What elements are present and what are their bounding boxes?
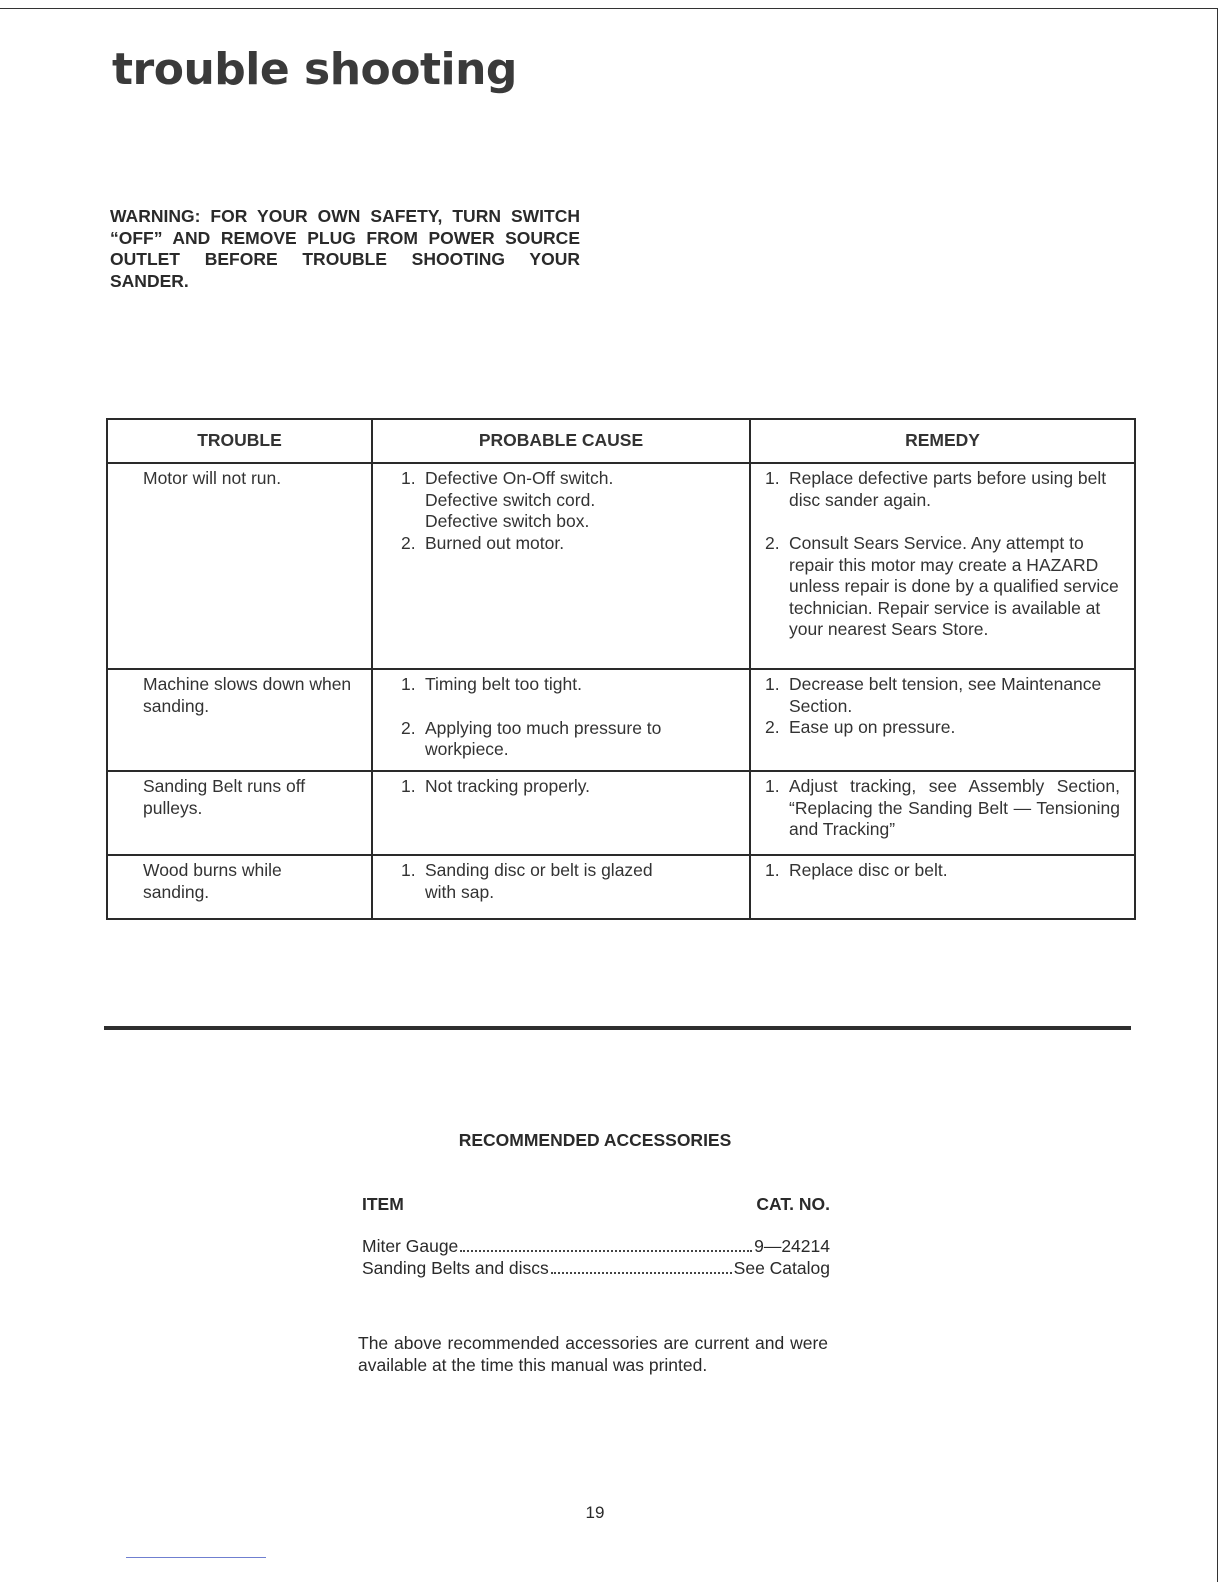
item-number: 2. xyxy=(765,533,780,553)
item-number: 1. xyxy=(765,674,780,694)
item-number: 1. xyxy=(765,860,780,880)
item-number: 1. xyxy=(765,468,780,488)
table-row xyxy=(107,463,1135,669)
item-text: Replace defective parts before using belt disc sander again. xyxy=(789,468,1107,510)
table-row xyxy=(107,855,1135,919)
item-number: 2. xyxy=(401,717,416,738)
safety-warning: WARNING: FOR YOUR OWN SAFETY, TURN SWITCH “OFF” AND REMOVE PLUG FROM POWER SOURCE OUTLET BEFORE TROUBLE SHOOTING YOUR SANDER. xyxy=(110,206,580,291)
item-text: Adjust tracking, see Assembly Section, “Replacing the Sanding Belt — Tensioning and Tracking” xyxy=(789,776,1120,839)
header-remedy: REMEDY xyxy=(750,419,1135,463)
trouble-cell xyxy=(107,855,372,919)
item-text: Applying too much pressure to workpiece. xyxy=(425,717,662,759)
decorative-line xyxy=(126,1557,266,1558)
accessories-header-row xyxy=(362,1194,830,1215)
accessory-row xyxy=(362,1257,830,1279)
header-trouble: TROUBLE xyxy=(107,419,372,463)
cause-item xyxy=(401,776,735,798)
item-column-header: ITEM xyxy=(362,1194,404,1214)
page-number: 19 xyxy=(585,1503,605,1522)
item-number: 1. xyxy=(765,776,780,796)
remedy-cell xyxy=(750,771,1135,855)
accessory-name: Sanding Belts and discs xyxy=(362,1258,549,1278)
cause-item xyxy=(401,674,735,696)
trouble-cell xyxy=(107,771,372,855)
accessories-note: The above recommended accessories are current and were available at the time this manual was printed. xyxy=(358,1333,828,1375)
remedy-cell xyxy=(750,855,1135,919)
troubleshooting-table xyxy=(106,418,1136,920)
item-text: Sanding disc or belt is glazed with sap. xyxy=(425,860,653,902)
accessories-heading: RECOMMENDED ACCESSORIES xyxy=(458,1130,732,1150)
cause-item xyxy=(401,468,665,533)
trouble-cell xyxy=(107,669,372,771)
trouble-text: Machine slows down when sanding. xyxy=(143,674,352,716)
page-title: trouble shooting xyxy=(112,44,517,95)
trouble-text: Wood burns while sanding. xyxy=(143,860,282,902)
section-divider xyxy=(104,1026,1131,1030)
cause-cell xyxy=(372,855,750,919)
accessory-catno: 9—24214 xyxy=(754,1236,830,1256)
cause-cell xyxy=(372,669,750,771)
accessories-list xyxy=(362,1194,830,1279)
item-text: Burned out motor. xyxy=(425,532,565,553)
remedy-item xyxy=(765,776,1120,841)
item-number: 1. xyxy=(401,674,416,694)
item-text: Not tracking properly. xyxy=(425,776,591,796)
item-text: Replace disc or belt. xyxy=(789,860,948,880)
item-number: 1. xyxy=(401,776,416,796)
item-number: 1. xyxy=(401,860,416,880)
remedy-item xyxy=(765,674,1120,717)
dot-leader xyxy=(460,1250,752,1252)
item-number: 2. xyxy=(765,717,780,737)
remedy-item xyxy=(765,860,1120,882)
trouble-text: Sanding Belt runs off pulleys. xyxy=(143,776,306,818)
table-header-row xyxy=(107,419,1135,463)
remedy-cell xyxy=(750,463,1135,669)
table-row xyxy=(107,771,1135,855)
item-text: Consult Sears Service. Any attempt to repair this motor may create a HAZARD unless repair is done by a qualified service technician. Repair service is available at your nearest Sears Store. xyxy=(789,533,1119,639)
accessory-row xyxy=(362,1235,830,1257)
item-number: 1. xyxy=(401,468,416,488)
item-text: Ease up on pressure. xyxy=(789,717,956,737)
accessory-catno: See Catalog xyxy=(733,1258,830,1278)
cause-item xyxy=(401,533,735,555)
item-text: Decrease belt tension, see Maintenance Section. xyxy=(789,674,1102,716)
cause-cell xyxy=(372,463,750,669)
trouble-cell: Motor will not run. xyxy=(107,463,372,669)
item-text: Defective On-Off switch. Defective switch cord. Defective switch box. xyxy=(425,468,614,531)
cause-cell xyxy=(372,771,750,855)
cause-item xyxy=(401,718,735,761)
remedy-item xyxy=(765,468,1120,511)
remedy-item xyxy=(765,717,1120,739)
remedy-item xyxy=(765,533,1120,641)
remedy-cell xyxy=(750,669,1135,771)
item-text: Timing belt too tight. xyxy=(425,674,582,694)
item-number: 2. xyxy=(401,532,416,553)
table-row xyxy=(107,669,1135,771)
cause-item xyxy=(401,860,665,903)
accessory-name: Miter Gauge xyxy=(362,1236,459,1256)
dot-leader xyxy=(551,1272,732,1274)
catno-column-header: CAT. NO. xyxy=(756,1194,830,1214)
header-probable-cause: PROBABLE CAUSE xyxy=(372,419,750,463)
